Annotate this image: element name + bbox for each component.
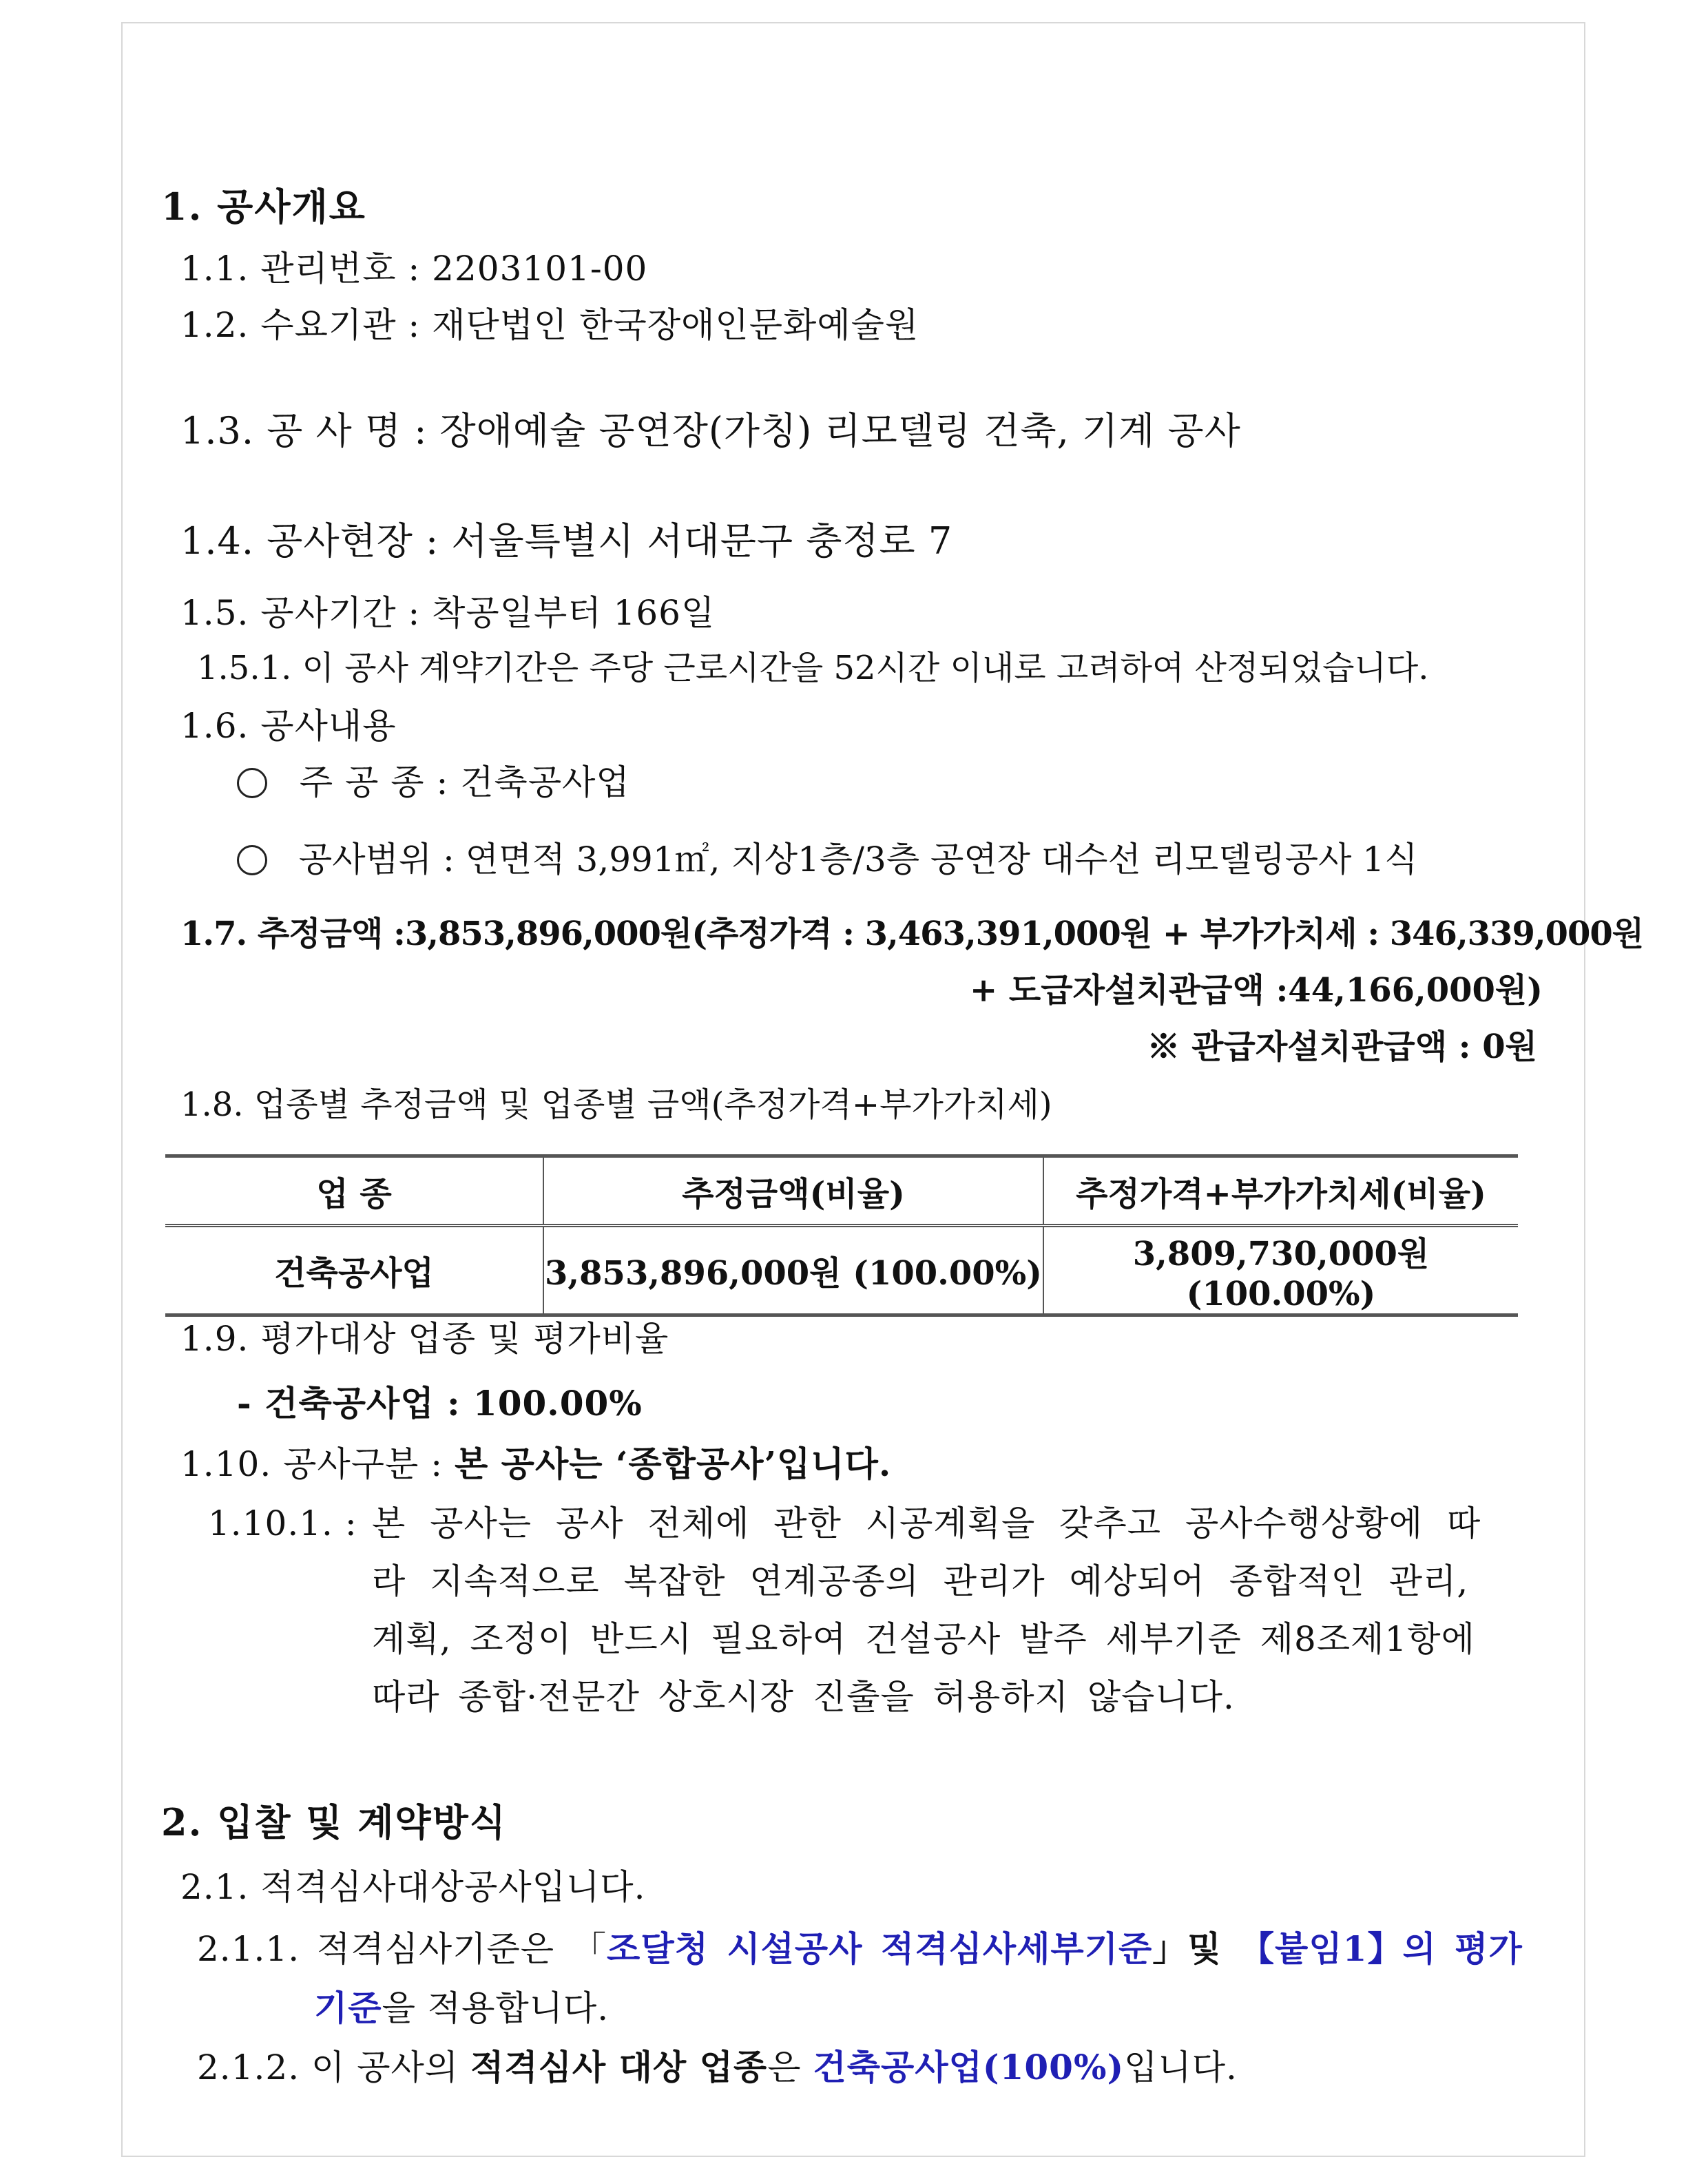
item-2-1-2-suffix: 입니다. <box>1124 2047 1238 2087</box>
item-2-1-1-suffix: 을 적용합니다. <box>382 1988 610 2028</box>
item-1-9-trade: - 건축공사업 : 100.00% <box>237 1383 643 1424</box>
item-1-5: 1.5. 공사기간 : 착공일부터 166일 <box>180 593 716 633</box>
item-1-10-1-line-2: 라 지속적으로 복잡한 연계공종의 관리가 예상되어 종합적인 관리, <box>372 1561 1469 1601</box>
item-2-1-1-mid: 」및 <box>1152 1928 1240 1969</box>
item-1-6: 1.6. 공사내용 <box>180 706 397 746</box>
item-2-1-1-prefix: 2.1.1. 적격심사기준은 「 <box>197 1929 607 1969</box>
table-header-cell: 추정금액(비율) <box>543 1156 1043 1226</box>
item-2-1-2-mid: 은 <box>767 2047 813 2087</box>
section-1-title: 1. 공사개요 <box>161 185 366 229</box>
item-2-1-2 <box>197 2047 1238 2088</box>
item-1-8: 1.8. 업종별 추정금액 및 업종별 금액(추정가격+부가가치세) <box>180 1085 1052 1124</box>
circle-bullet-icon <box>237 768 267 798</box>
item-2-1-2-bold: 적격심사 대상 업종 <box>470 2047 768 2087</box>
item-2-1-1-criteria-link: 조달청 시설공사 적격심사세부기준 <box>607 1928 1153 1969</box>
item-1-7-contractor-amount: + 도급자설치관급액 :44,166,000원) <box>970 971 1543 1010</box>
table-header-cell: 업 종 <box>165 1156 543 1226</box>
table-cell: 3,853,896,000원 (100.00%) <box>543 1226 1043 1315</box>
item-2-1-1-attachment: 【붙임1】의 평가 <box>1240 1928 1523 1969</box>
table-cell: 3,809,730,000원 (100.00%) <box>1043 1226 1518 1315</box>
item-1-9: 1.9. 평가대상 업종 및 평가비율 <box>180 1319 669 1359</box>
item-1-10-1-line-4: 따라 종합·전문간 상호시장 진출을 허용하지 않습니다. <box>372 1677 1235 1717</box>
item-1-1: 1.1. 관리번호 : 2203101-00 <box>180 249 648 289</box>
table-cell: 건축공사업 <box>165 1226 543 1315</box>
main-trade-text: 주 공 종 : 건축공사업 <box>299 762 630 802</box>
item-1-10-1-number: 1.10.1. : <box>208 1503 357 1543</box>
circle-bullet-icon <box>237 845 267 875</box>
item-2-1-2-trade: 건축공사업(100%) <box>813 2047 1125 2087</box>
item-1-6-main-trade <box>237 762 630 803</box>
table-header-row <box>165 1156 1518 1226</box>
section-2-title: 2. 입찰 및 계약방식 <box>161 1800 507 1844</box>
item-1-5-1: 1.5.1. 이 공사 계약기간은 주당 근로시간을 52시간 이내로 고려하여 산정되었습니다. <box>197 649 1429 687</box>
scope-text: 공사범위 : 연면적 3,991㎡, 지상1층/3층 공연장 대수선 리모델링공사 1식 <box>298 840 1418 879</box>
item-1-7: 1.7. 추정금액 :3,853,896,000원(추정가격 : 3,463,391,000원 + 부가가치세 : 346,339,000원 <box>180 915 1644 953</box>
item-1-7-note: ※ 관급자설치관급액 : 0원 <box>1147 1028 1537 1066</box>
item-2-1-1-cont <box>314 1988 609 2029</box>
item-2-1-2-prefix: 2.1.2. 이 공사의 <box>197 2047 470 2087</box>
item-2-1: 2.1. 적격심사대상공사입니다. <box>180 1867 646 1907</box>
table-row <box>165 1226 1518 1315</box>
item-1-6-scope <box>237 839 1417 880</box>
item-2-1-1-criteria-word: 기준 <box>314 1988 382 2028</box>
item-1-10-1-line-3: 계획, 조정이 반드시 필요하여 건설공사 발주 세부기준 제8조제1항에 <box>372 1619 1475 1659</box>
item-1-10-label: 1.10. 공사구분 : <box>180 1444 455 1484</box>
item-1-10-1-line-1: 본 공사는 공사 전체에 관한 시공계획을 갖추고 공사수행상황에 따 <box>372 1503 1481 1543</box>
item-1-10 <box>180 1444 891 1485</box>
trade-amount-table <box>165 1154 1518 1317</box>
item-1-2: 1.2. 수요기관 : 재단법인 한국장애인문화예술원 <box>180 305 919 345</box>
table-header-cell: 추정가격+부가가치세(비율) <box>1043 1156 1518 1226</box>
item-1-4: 1.4. 공사현장 : 서울특별시 서대문구 충정로 7 <box>180 519 953 563</box>
item-1-3: 1.3. 공 사 명 : 장애예술 공연장(가칭) 리모델링 건축, 기계 공사 <box>180 409 1241 452</box>
item-1-10-bold: 본 공사는 ‘종합공사’입니다. <box>454 1444 892 1484</box>
item-2-1-1 <box>197 1928 1523 1970</box>
